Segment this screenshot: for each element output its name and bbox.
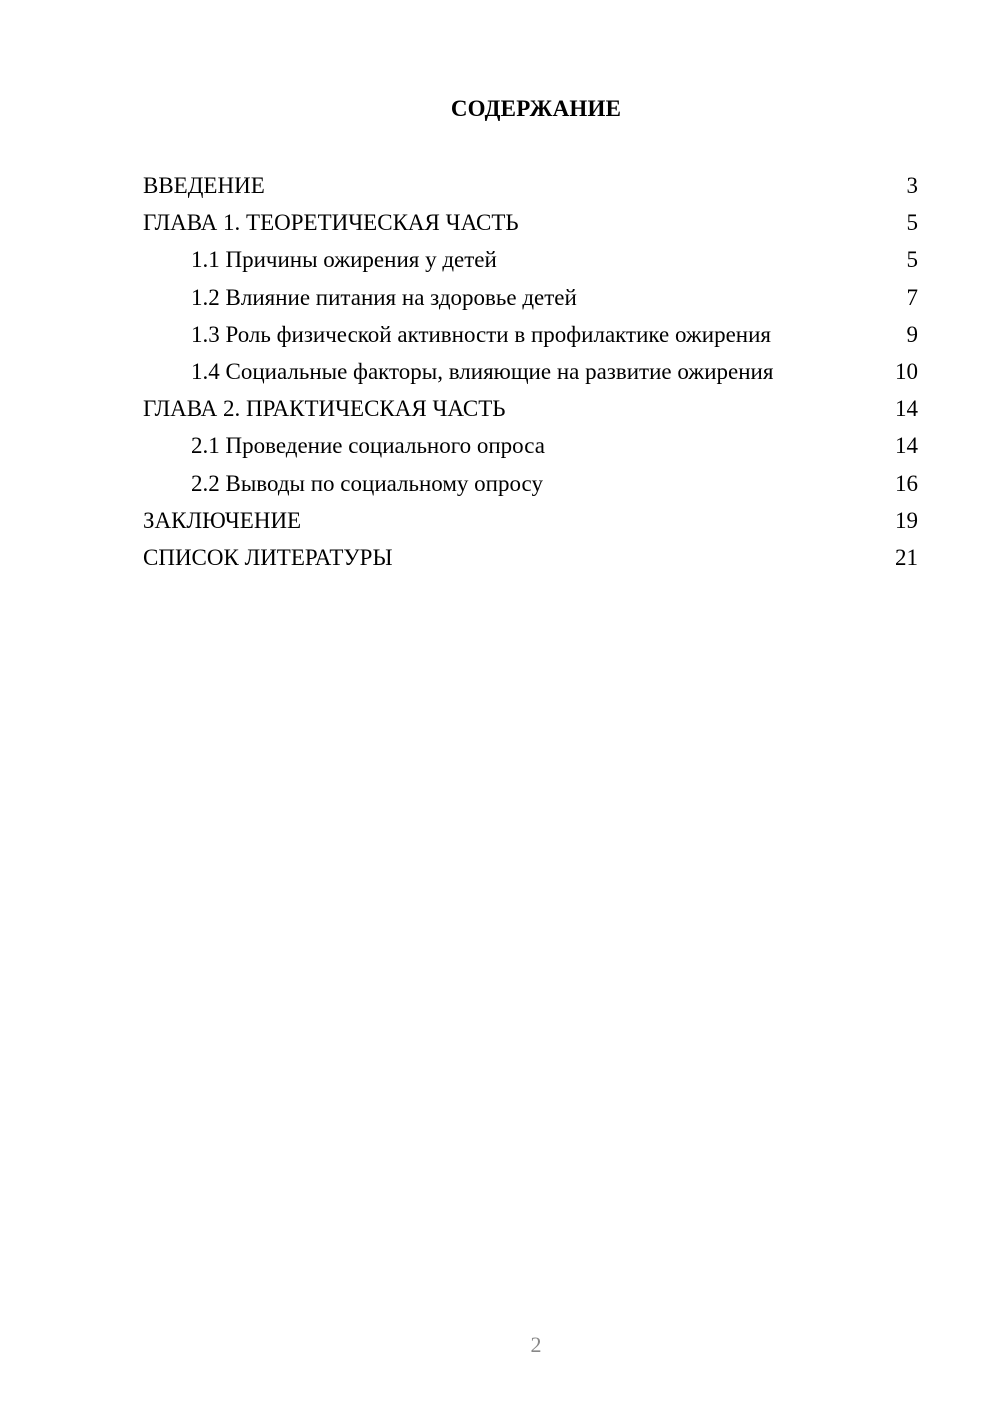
toc-entry-page: 16 bbox=[895, 470, 918, 496]
table-of-contents bbox=[143, 167, 918, 576]
toc-entry-section-1-3[interactable] bbox=[143, 316, 918, 353]
toc-entry-bibliography[interactable] bbox=[143, 539, 918, 576]
toc-entry-page: 5 bbox=[906, 247, 918, 273]
toc-entry-page: 9 bbox=[906, 321, 918, 347]
toc-entry-label: 2.1 Проведение социального опроса bbox=[191, 433, 545, 459]
toc-entry-label: 2.2 Выводы по социальному опросу bbox=[191, 470, 543, 496]
toc-entry-label: ВВЕДЕНИЕ bbox=[143, 173, 265, 198]
toc-entry-section-2-2[interactable] bbox=[143, 465, 918, 502]
toc-entry-label: ЗАКЛЮЧЕНИЕ bbox=[143, 507, 302, 533]
toc-entry-label: 1.2 Влияние питания на здоровье детей bbox=[191, 284, 577, 310]
toc-entry-page: 10 bbox=[895, 358, 918, 384]
toc-entry-page: 14 bbox=[895, 433, 918, 459]
toc-entry-conclusion[interactable] bbox=[143, 502, 918, 539]
toc-entry-introduction[interactable] bbox=[143, 167, 918, 204]
toc-entry-chapter-2[interactable] bbox=[143, 390, 918, 427]
toc-entry-section-1-2[interactable] bbox=[143, 279, 918, 316]
toc-entry-page: 5 bbox=[906, 210, 918, 236]
toc-entry-page: 3 bbox=[906, 173, 918, 198]
toc-entry-page: 21 bbox=[895, 544, 918, 570]
toc-entry-section-1-1[interactable] bbox=[143, 241, 918, 278]
toc-entry-page: 19 bbox=[895, 507, 918, 533]
toc-entry-label: 1.3 Роль физической активности в профилактике ожирения bbox=[191, 321, 771, 347]
page-number: 2 bbox=[530, 1332, 542, 1357]
toc-entry-label: 1.1 Причины ожирения у детей bbox=[191, 247, 497, 273]
toc-entry-section-2-1[interactable] bbox=[143, 427, 918, 464]
toc-entry-page: 14 bbox=[895, 396, 918, 422]
toc-entry-label: ГЛАВА 1. ТЕОРЕТИЧЕСКАЯ ЧАСТЬ bbox=[143, 210, 519, 236]
toc-title: СОДЕРЖАНИЕ bbox=[450, 96, 622, 121]
toc-entry-label: 1.4 Социальные факторы, влияющие на развитие ожирения bbox=[191, 358, 774, 384]
toc-entry-page: 7 bbox=[906, 284, 918, 310]
toc-entry-section-1-4[interactable] bbox=[143, 353, 918, 390]
toc-entry-chapter-1[interactable] bbox=[143, 204, 918, 241]
toc-entry-label: СПИСОК ЛИТЕРАТУРЫ bbox=[143, 544, 393, 570]
toc-entry-label: ГЛАВА 2. ПРАКТИЧЕСКАЯ ЧАСТЬ bbox=[143, 396, 506, 422]
